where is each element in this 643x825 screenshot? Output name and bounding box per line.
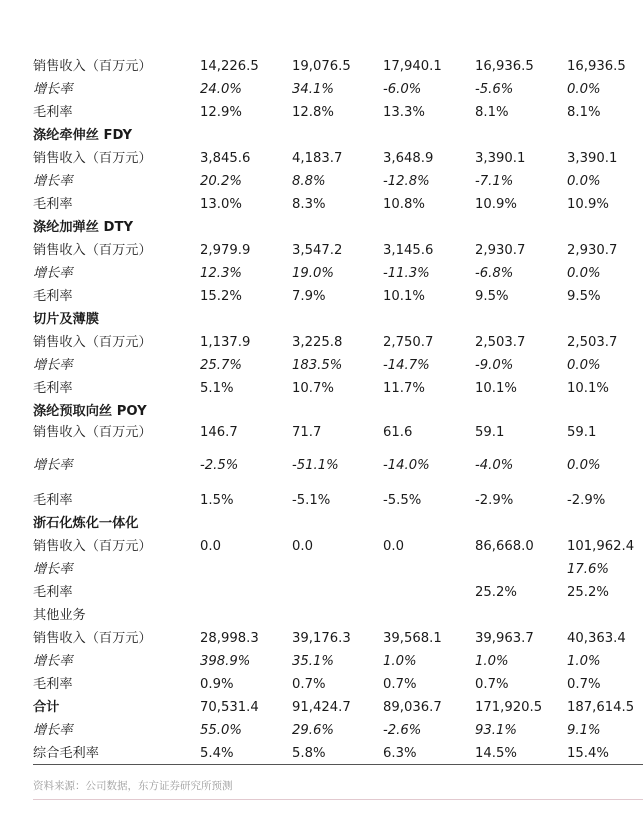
row-label: 增长率: [33, 458, 73, 473]
table-cell: 10.9%: [567, 197, 609, 212]
table-cell: 398.9%: [200, 654, 251, 669]
table-cell: 5.1%: [200, 381, 234, 396]
table-cell: 10.1%: [567, 381, 609, 396]
table-cell: 17,940.1: [383, 59, 442, 74]
table-cell: 1.0%: [383, 654, 417, 669]
table-row: [33, 697, 643, 719]
table-cell: -11.3%: [383, 266, 430, 281]
table-cell: 1.0%: [567, 654, 601, 669]
table-cell: 2,503.7: [475, 335, 526, 350]
table-cell: 146.7: [200, 425, 238, 440]
row-label: 增长率: [33, 266, 73, 281]
row-label: 毛利率: [33, 677, 73, 692]
table-cell: -5.6%: [475, 82, 514, 97]
table-cell: 8.1%: [475, 105, 509, 120]
row-label: 增长率: [33, 723, 73, 738]
row-label: 销售收入（百万元）: [33, 59, 152, 74]
table-cell: -14.7%: [383, 358, 430, 373]
table-cell: 16,936.5: [475, 59, 534, 74]
row-label: 毛利率: [33, 289, 73, 304]
table-cell: 10.1%: [475, 381, 517, 396]
table-cell: 2,503.7: [567, 335, 618, 350]
table-cell: 20.2%: [200, 174, 242, 189]
table-row: [33, 628, 643, 650]
table-cell: -9.0%: [475, 358, 514, 373]
table-bottom-rule: [33, 764, 643, 765]
table-row: [33, 125, 643, 147]
table-row: [33, 422, 643, 444]
table-cell: 16,936.5: [567, 59, 626, 74]
table-row: [33, 286, 643, 308]
table-cell: 3,145.6: [383, 243, 434, 258]
row-label: 增长率: [33, 562, 73, 577]
table-row: [33, 582, 643, 604]
row-label: 增长率: [33, 358, 73, 373]
table-cell: 1.5%: [200, 493, 234, 508]
table-cell: 3,547.2: [292, 243, 343, 258]
table-cell: 59.1: [567, 425, 597, 440]
table-cell: 0.7%: [292, 677, 326, 692]
table-cell: 91,424.7: [292, 700, 351, 715]
table-row: [33, 720, 643, 742]
row-label: 其他业务: [33, 608, 86, 623]
table-cell: 2,930.7: [475, 243, 526, 258]
table-cell: 2,930.7: [567, 243, 618, 258]
table-cell: 39,568.1: [383, 631, 442, 646]
table-cell: 71.7: [292, 425, 322, 440]
table-cell: 34.1%: [292, 82, 334, 97]
table-cell: 0.7%: [567, 677, 601, 692]
table-cell: 25.7%: [200, 358, 242, 373]
table-cell: 8.8%: [292, 174, 326, 189]
table-cell: 10.8%: [383, 197, 425, 212]
table-row: [33, 79, 643, 101]
table-cell: 4,183.7: [292, 151, 343, 166]
table-cell: -5.5%: [383, 493, 422, 508]
table-cell: 1.0%: [475, 654, 509, 669]
table-cell: -14.0%: [383, 458, 430, 473]
row-label: 综合毛利率: [33, 746, 99, 761]
table-cell: -4.0%: [475, 458, 514, 473]
table-row: [33, 309, 643, 331]
table-row: [33, 674, 643, 696]
table-cell: 0.0: [200, 539, 221, 554]
table-cell: 17.6%: [567, 562, 609, 577]
table-cell: 29.6%: [292, 723, 334, 738]
row-label: 毛利率: [33, 381, 73, 396]
table-row: [33, 559, 643, 581]
table-row: [33, 455, 643, 477]
table-cell: 55.0%: [200, 723, 242, 738]
table-cell: 28,998.3: [200, 631, 259, 646]
table-cell: -51.1%: [292, 458, 339, 473]
table-cell: 59.1: [475, 425, 505, 440]
table-row: [33, 194, 643, 216]
table-cell: 10.9%: [475, 197, 517, 212]
table-cell: 3,390.1: [567, 151, 618, 166]
table-cell: 15.4%: [567, 746, 609, 761]
table-cell: 15.2%: [200, 289, 242, 304]
row-label: 增长率: [33, 82, 73, 97]
table-cell: -6.8%: [475, 266, 514, 281]
table-row: [33, 651, 643, 673]
table-cell: 19,076.5: [292, 59, 351, 74]
table-row: [33, 378, 643, 400]
table-cell: 25.2%: [475, 585, 517, 600]
table-cell: 0.9%: [200, 677, 234, 692]
table-cell: -12.8%: [383, 174, 430, 189]
table-cell: 13.0%: [200, 197, 242, 212]
row-label: 毛利率: [33, 105, 73, 120]
row-label: 销售收入（百万元）: [33, 539, 152, 554]
table-cell: 10.7%: [292, 381, 334, 396]
table-cell: 0.0: [383, 539, 404, 554]
table-row: [33, 743, 643, 765]
table-cell: -6.0%: [383, 82, 422, 97]
table-row: [33, 102, 643, 124]
table-cell: 8.3%: [292, 197, 326, 212]
table-cell: 14.5%: [475, 746, 517, 761]
table-cell: 2,750.7: [383, 335, 434, 350]
section-heading: 涤纶牵伸丝 FDY: [33, 128, 133, 143]
table-cell: -2.9%: [567, 493, 606, 508]
table-cell: -2.9%: [475, 493, 514, 508]
table-cell: 13.3%: [383, 105, 425, 120]
section-heading: 切片及薄膜: [33, 312, 99, 327]
table-cell: 3,225.8: [292, 335, 343, 350]
table-cell: 0.7%: [475, 677, 509, 692]
row-label: 销售收入（百万元）: [33, 151, 152, 166]
table-row: [33, 605, 643, 627]
row-label: 销售收入（百万元）: [33, 243, 152, 258]
table-cell: 187,614.5: [567, 700, 635, 715]
table-cell: 6.3%: [383, 746, 417, 761]
table-cell: 0.0%: [567, 266, 601, 281]
table-cell: 0.0%: [567, 458, 601, 473]
table-cell: 93.1%: [475, 723, 517, 738]
table-cell: 10.1%: [383, 289, 425, 304]
table-cell: 61.6: [383, 425, 413, 440]
table-cell: 0.0%: [567, 82, 601, 97]
table-row: [33, 263, 643, 285]
table-cell: 3,845.6: [200, 151, 251, 166]
row-label: 毛利率: [33, 493, 73, 508]
table-cell: 24.0%: [200, 82, 242, 97]
row-label: 销售收入（百万元）: [33, 335, 152, 350]
section-heading: 浙石化炼化一体化: [33, 516, 139, 531]
table-row: [33, 332, 643, 354]
footer-divider: [33, 799, 643, 800]
table-cell: -7.1%: [475, 174, 514, 189]
table-cell: 12.8%: [292, 105, 334, 120]
table-cell: 9.5%: [567, 289, 601, 304]
row-label: 增长率: [33, 654, 73, 669]
table-cell: 39,963.7: [475, 631, 534, 646]
table-cell: 5.8%: [292, 746, 326, 761]
table-cell: 7.9%: [292, 289, 326, 304]
table-cell: 35.1%: [292, 654, 334, 669]
section-heading: 涤纶预取向丝 POY: [33, 404, 147, 419]
row-label: 毛利率: [33, 585, 73, 600]
table-cell: 40,363.4: [567, 631, 626, 646]
table-row: [33, 355, 643, 377]
table-cell: 9.1%: [567, 723, 601, 738]
table-row: [33, 490, 643, 512]
table-cell: 3,390.1: [475, 151, 526, 166]
table-row: [33, 148, 643, 170]
table-cell: -5.1%: [292, 493, 331, 508]
table-cell: 2,979.9: [200, 243, 251, 258]
table-cell: -2.6%: [383, 723, 422, 738]
table-cell: 0.0%: [567, 174, 601, 189]
table-cell: 183.5%: [292, 358, 343, 373]
table-cell: 3,648.9: [383, 151, 434, 166]
table-row: [33, 513, 643, 535]
table-cell: 0.0: [292, 539, 313, 554]
table-cell: 12.9%: [200, 105, 242, 120]
table-cell: 1,137.9: [200, 335, 251, 350]
table-cell: 0.0%: [567, 358, 601, 373]
table-cell: 5.4%: [200, 746, 234, 761]
table-cell: 8.1%: [567, 105, 601, 120]
table-cell: 25.2%: [567, 585, 609, 600]
table-cell: 12.3%: [200, 266, 242, 281]
table-cell: 70,531.4: [200, 700, 259, 715]
table-cell: 14,226.5: [200, 59, 259, 74]
table-row: [33, 401, 643, 423]
section-heading: 合计: [33, 700, 60, 715]
table-cell: 101,962.4: [567, 539, 635, 554]
row-label: 销售收入（百万元）: [33, 425, 152, 440]
table-cell: 19.0%: [292, 266, 334, 281]
row-label: 增长率: [33, 174, 73, 189]
table-row: [33, 536, 643, 558]
table-cell: 0.7%: [383, 677, 417, 692]
table-cell: 86,668.0: [475, 539, 534, 554]
table-row: [33, 217, 643, 239]
table-cell: 171,920.5: [475, 700, 543, 715]
row-label: 毛利率: [33, 197, 73, 212]
table-cell: 11.7%: [383, 381, 425, 396]
table-row: [33, 56, 643, 78]
table-cell: 9.5%: [475, 289, 509, 304]
row-label: 销售收入（百万元）: [33, 631, 152, 646]
table-row: [33, 240, 643, 262]
source-note: 资料来源：公司数据，东方证券研究所预测: [33, 780, 233, 792]
table-cell: 89,036.7: [383, 700, 442, 715]
table-cell: -2.5%: [200, 458, 239, 473]
section-heading: 涤纶加弹丝 DTY: [33, 220, 134, 235]
table-cell: 39,176.3: [292, 631, 351, 646]
table-row: [33, 171, 643, 193]
